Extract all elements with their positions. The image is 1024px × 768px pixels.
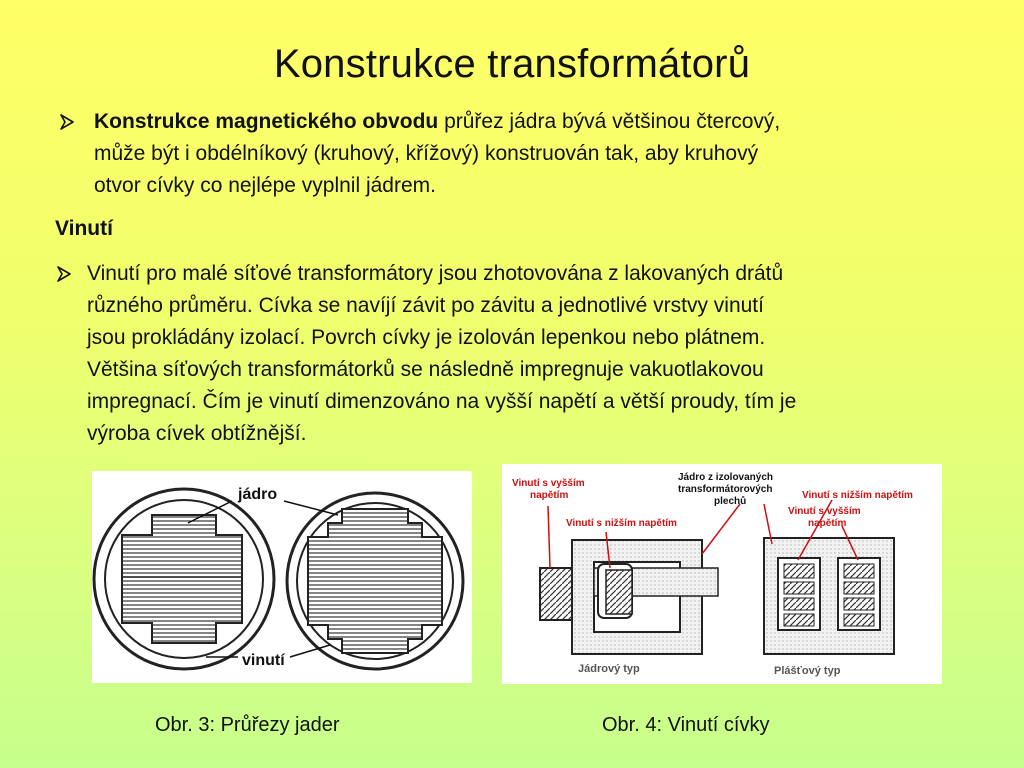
label-high-voltage-left-2: napětím — [530, 490, 569, 501]
bullet2-line: impregnací. Čím je vinutí dimenzováno na vyšší napětí a větší proudy, tím je — [87, 390, 797, 413]
label-core-sheets-2: transformátorových — [678, 484, 773, 495]
bullet1-line1 — [94, 106, 938, 138]
shell-type-diagram — [764, 538, 894, 654]
arrow-bullet-icon — [55, 258, 75, 290]
figure-core-cross-sections — [92, 471, 472, 683]
label-high-voltage-right-2: napětím — [808, 518, 847, 529]
label-core: jádro — [238, 486, 278, 503]
label-high-voltage-left: Vinutí s vyšším — [512, 478, 585, 489]
figure-coil-windings — [502, 464, 942, 684]
bullet2-line: jsou prokládány izolací. Povrch cívky je izolován lepenkou nebo plátnem. — [87, 326, 766, 349]
bullet1-line3: otvor cívky co nejlépe vyplnil jádrem. — [94, 174, 436, 197]
bullet-magnetic-circuit — [58, 106, 938, 202]
label-core-sheets-3: plechů — [714, 496, 747, 507]
label-high-voltage-right: Vinutí s vyšším — [788, 506, 861, 517]
label-winding: vinutí — [242, 652, 285, 669]
label-low-voltage-right: Vinutí s nižším napětím — [802, 490, 913, 501]
caption-figure-4: Obr. 4: Vinutí cívky — [602, 714, 770, 736]
bullet2-line: Vinutí pro malé síťové transformátory jsou zhotovována z lakovaných drátů — [87, 262, 784, 285]
label-low-voltage-mid: Vinutí s nižším napětím — [566, 518, 677, 529]
label-core-type: Jádrový typ — [578, 663, 640, 675]
cross-section-left — [94, 489, 274, 669]
slide-title: Konstrukce transformátorů — [273, 42, 751, 86]
section-heading-winding: Vinutí — [55, 217, 113, 240]
bullet1-line2: může být i obdélníkový (kruhový, křížový) konstruován tak, aby kruhový — [94, 142, 759, 165]
bullet2-line: různého průměru. Cívka se navíjí závit po závitu a jednotlivé vrstvy vinutí — [87, 294, 764, 317]
bullet1-bold: Konstrukce magnetického obvodu — [94, 110, 439, 133]
core-type-diagram — [540, 540, 718, 654]
arrow-bullet-icon — [58, 106, 78, 138]
bullet2-line: Většina síťových transformátorků se následně impregnuje vakuotlakovou — [87, 358, 764, 381]
caption-figure-3: Obr. 3: Průřezy jader — [155, 714, 340, 736]
label-shell-type: Plášťový typ — [774, 665, 841, 677]
label-core-sheets: Jádro z izolovaných — [678, 472, 774, 483]
cross-section-right — [287, 493, 463, 669]
bullet-winding — [55, 258, 975, 450]
bullet1-rest: průřez jádra bývá většinou čtercový, — [438, 110, 781, 133]
bullet2-line: výroba cívek obtížnější. — [87, 422, 307, 445]
